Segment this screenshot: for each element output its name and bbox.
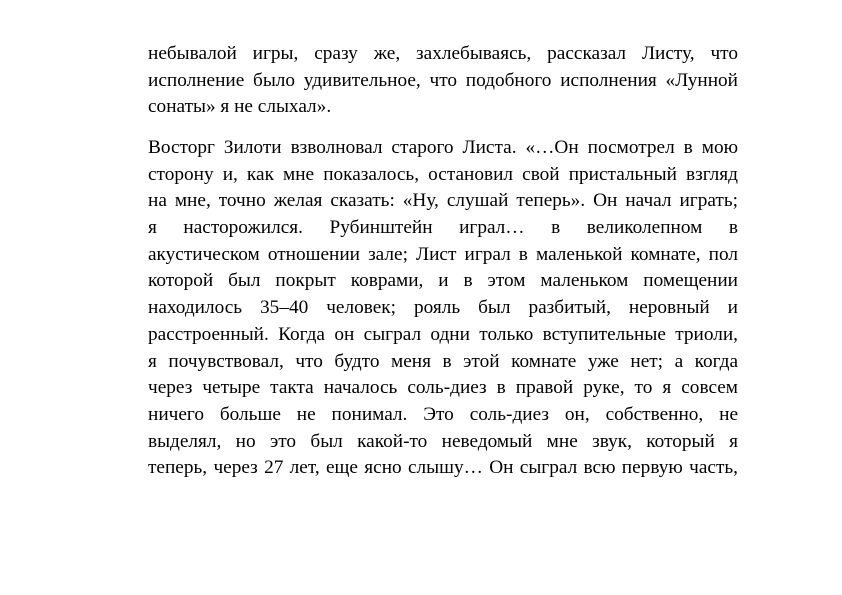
text-line: сторону и, как мне показалось, остановил свой пристальный взгляд	[148, 163, 738, 185]
text-line: расстроенный. Когда он сыграл одни только вступительные триоли,	[148, 323, 738, 345]
paragraph-1	[148, 41, 738, 121]
text-line: Восторг Зилоти взволновал старого Листа. «…Он посмотрел в мою	[148, 137, 738, 158]
paragraph-2	[148, 135, 738, 482]
text-line: небывалой игры, сразу же, захлебываясь, рассказал Листу, что	[148, 43, 738, 64]
text-line: выделял, но это был какой-то неведомый мне звук, который я	[148, 430, 738, 452]
text-line: на мне, точно желая сказать: «Ну, слушай теперь». Он начал играть;	[148, 190, 738, 212]
text-line: акустическом отношении зале; Лист играл в маленькой комнате, пол	[148, 243, 738, 265]
text-line: сонаты» я не слыхал».	[148, 96, 332, 118]
text-line: исполнение было удивительное, что подобного исполнения «Лунной	[148, 69, 738, 91]
text-line: я почувствовал, что будто меня в этой комнате уже нет; а когда	[148, 350, 738, 372]
text-line: которой был покрыт коврами, и в этом маленьком помещении	[148, 270, 738, 292]
text-line: через четыре такта началось соль-диез в правой руке, то я совсем	[148, 377, 738, 399]
text-line: ничего больше не понимал. Это соль-диез он, собственно, не	[148, 403, 738, 425]
text-line: я насторожился. Рубинштейн играл… в великолепном в	[148, 217, 738, 239]
text-line: находилось 35–40 человек; рояль был разбитый, неровный и	[148, 297, 738, 319]
text-line: теперь, через 27 лет, еще ясно слышу… Он сыграл всю первую часть,	[148, 457, 738, 479]
